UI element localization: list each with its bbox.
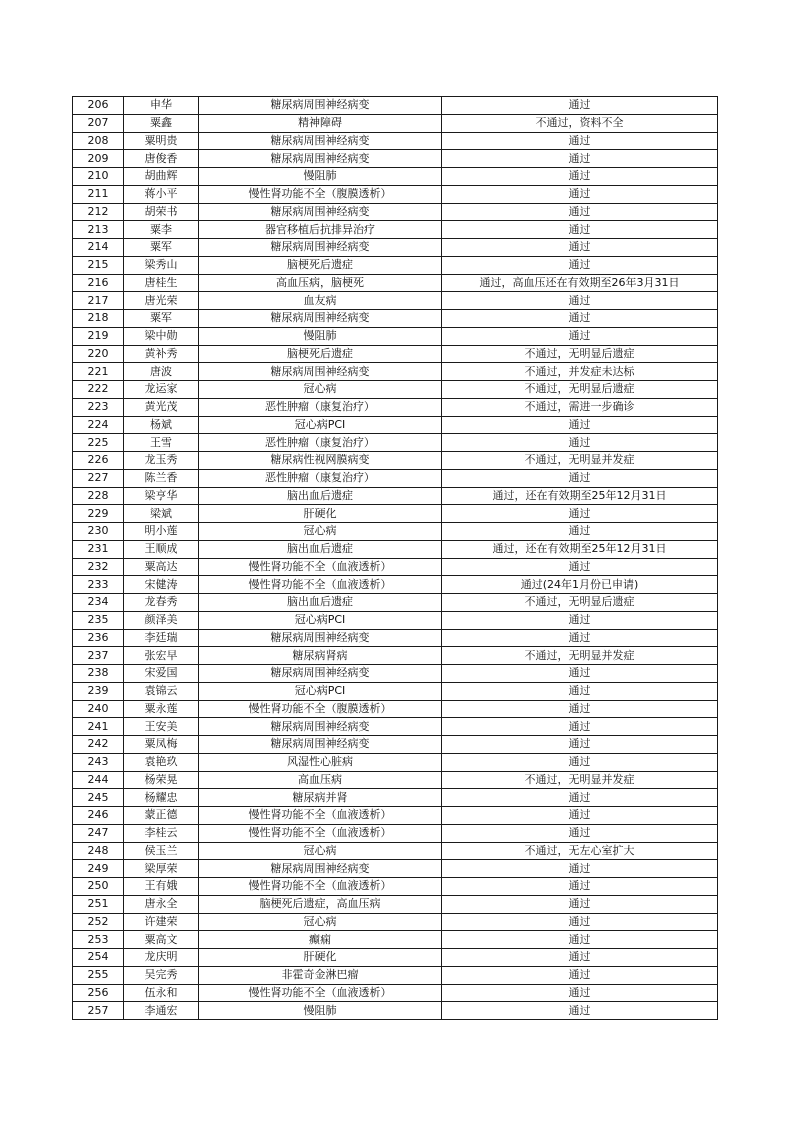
- row-number-cell: 214: [73, 239, 124, 257]
- table-row: [73, 132, 718, 150]
- disease-cell: 脑梗死后遗症，高血压病: [199, 895, 442, 913]
- table-row: [73, 860, 718, 878]
- table-row: [73, 594, 718, 612]
- disease-cell: 脑出血后遗症: [199, 487, 442, 505]
- disease-cell: 糖尿病性视网膜病变: [199, 452, 442, 470]
- table-row: [73, 363, 718, 381]
- patient-name-cell: 唐永全: [124, 895, 199, 913]
- review-result-cell: 不通过，无明显并发症: [442, 647, 718, 665]
- review-result-cell: 通过: [442, 203, 718, 221]
- disease-cell: 糖尿病肾病: [199, 647, 442, 665]
- disease-cell: 糖尿病周围神经病变: [199, 239, 442, 257]
- patient-name-cell: 梁斌: [124, 505, 199, 523]
- patient-name-cell: 唐光荣: [124, 292, 199, 310]
- table-row: [73, 434, 718, 452]
- row-number-cell: 248: [73, 842, 124, 860]
- review-result-cell: 通过: [442, 966, 718, 984]
- row-number-cell: 244: [73, 771, 124, 789]
- patient-name-cell: 王有娥: [124, 878, 199, 896]
- disease-cell: 慢性肾功能不全（血液透析）: [199, 824, 442, 842]
- review-result-cell: 不通过，无明显后遗症: [442, 345, 718, 363]
- row-number-cell: 241: [73, 718, 124, 736]
- patient-name-cell: 侯玉兰: [124, 842, 199, 860]
- table-row: [73, 789, 718, 807]
- row-number-cell: 216: [73, 274, 124, 292]
- disease-cell: 恶性肿瘤（康复治疗）: [199, 398, 442, 416]
- review-result-cell: 通过: [442, 665, 718, 683]
- disease-cell: 糖尿病周围神经病变: [199, 860, 442, 878]
- review-result-cell: 通过: [442, 434, 718, 452]
- table-row: [73, 398, 718, 416]
- review-result-cell: 通过: [442, 700, 718, 718]
- patient-name-cell: 杨斌: [124, 416, 199, 434]
- table-row: [73, 665, 718, 683]
- review-result-cell: 通过: [442, 984, 718, 1002]
- disease-cell: 冠心病: [199, 381, 442, 399]
- row-number-cell: 215: [73, 256, 124, 274]
- table-row: [73, 913, 718, 931]
- table-row: [73, 168, 718, 186]
- table-row: [73, 647, 718, 665]
- row-number-cell: 221: [73, 363, 124, 381]
- patient-name-cell: 粟李: [124, 221, 199, 239]
- patient-name-cell: 粟高文: [124, 931, 199, 949]
- row-number-cell: 249: [73, 860, 124, 878]
- row-number-cell: 226: [73, 452, 124, 470]
- disease-cell: 高血压病，脑梗死: [199, 274, 442, 292]
- disease-cell: 冠心病: [199, 523, 442, 541]
- patient-name-cell: 李通宏: [124, 1002, 199, 1020]
- disease-cell: 糖尿病周围神经病变: [199, 363, 442, 381]
- review-result-cell: 通过: [442, 753, 718, 771]
- patient-name-cell: 王安美: [124, 718, 199, 736]
- row-number-cell: 253: [73, 931, 124, 949]
- review-result-cell: 通过: [442, 931, 718, 949]
- disease-cell: 恶性肿瘤（康复治疗）: [199, 469, 442, 487]
- patient-name-cell: 袁艳玖: [124, 753, 199, 771]
- review-result-cell: 通过: [442, 736, 718, 754]
- disease-cell: 风湿性心脏病: [199, 753, 442, 771]
- row-number-cell: 250: [73, 878, 124, 896]
- table-row: [73, 203, 718, 221]
- review-result-cell: 通过: [442, 523, 718, 541]
- disease-cell: 慢阻肺: [199, 1002, 442, 1020]
- patient-name-cell: 龙玉秀: [124, 452, 199, 470]
- row-number-cell: 257: [73, 1002, 124, 1020]
- row-number-cell: 235: [73, 611, 124, 629]
- disease-cell: 糖尿病周围神经病变: [199, 665, 442, 683]
- patient-name-cell: 梁秀山: [124, 256, 199, 274]
- disease-cell: 冠心病: [199, 842, 442, 860]
- review-result-cell: 通过: [442, 221, 718, 239]
- review-result-cell: 通过: [442, 824, 718, 842]
- patient-name-cell: 粟鑫: [124, 114, 199, 132]
- row-number-cell: 208: [73, 132, 124, 150]
- disease-cell: 糖尿病周围神经病变: [199, 629, 442, 647]
- table-row: [73, 310, 718, 328]
- patient-name-cell: 梁亨华: [124, 487, 199, 505]
- table-row: [73, 221, 718, 239]
- patient-name-cell: 申华: [124, 97, 199, 115]
- row-number-cell: 234: [73, 594, 124, 612]
- disease-cell: 高血压病: [199, 771, 442, 789]
- table-row: [73, 771, 718, 789]
- patient-name-cell: 唐桂生: [124, 274, 199, 292]
- row-number-cell: 247: [73, 824, 124, 842]
- disease-cell: 慢阻肺: [199, 168, 442, 186]
- review-result-cell: 通过: [442, 629, 718, 647]
- table-row: [73, 540, 718, 558]
- review-result-cell: 通过: [442, 949, 718, 967]
- row-number-cell: 230: [73, 523, 124, 541]
- patient-name-cell: 王顺成: [124, 540, 199, 558]
- records-table: [72, 96, 718, 1020]
- review-result-cell: 通过: [442, 718, 718, 736]
- table-row: [73, 966, 718, 984]
- disease-cell: 血友病: [199, 292, 442, 310]
- review-result-cell: 通过: [442, 310, 718, 328]
- table-row: [73, 895, 718, 913]
- disease-cell: 冠心病: [199, 913, 442, 931]
- row-number-cell: 233: [73, 576, 124, 594]
- review-result-cell: 通过: [442, 860, 718, 878]
- disease-cell: 慢性肾功能不全（血液透析）: [199, 558, 442, 576]
- disease-cell: 肝硬化: [199, 949, 442, 967]
- row-number-cell: 256: [73, 984, 124, 1002]
- patient-name-cell: 陈兰香: [124, 469, 199, 487]
- row-number-cell: 227: [73, 469, 124, 487]
- patient-name-cell: 张宏早: [124, 647, 199, 665]
- row-number-cell: 255: [73, 966, 124, 984]
- patient-name-cell: 龙庆明: [124, 949, 199, 967]
- review-result-cell: 通过: [442, 913, 718, 931]
- patient-name-cell: 胡荣书: [124, 203, 199, 221]
- patient-name-cell: 黄补秀: [124, 345, 199, 363]
- disease-cell: 慢性肾功能不全（血液透析）: [199, 878, 442, 896]
- review-result-cell: 通过: [442, 132, 718, 150]
- row-number-cell: 217: [73, 292, 124, 310]
- disease-cell: 脑出血后遗症: [199, 540, 442, 558]
- patient-name-cell: 粟军: [124, 239, 199, 257]
- review-result-cell: 通过: [442, 558, 718, 576]
- table-row: [73, 842, 718, 860]
- row-number-cell: 231: [73, 540, 124, 558]
- disease-cell: 冠心病PCI: [199, 416, 442, 434]
- table-row: [73, 185, 718, 203]
- row-number-cell: 220: [73, 345, 124, 363]
- review-result-cell: 通过: [442, 469, 718, 487]
- row-number-cell: 224: [73, 416, 124, 434]
- patient-name-cell: 吴完秀: [124, 966, 199, 984]
- disease-cell: 肝硬化: [199, 505, 442, 523]
- table-row: [73, 114, 718, 132]
- row-number-cell: 237: [73, 647, 124, 665]
- table-row: [73, 824, 718, 842]
- patient-name-cell: 杨荣晃: [124, 771, 199, 789]
- table-row: [73, 700, 718, 718]
- table-row: [73, 682, 718, 700]
- disease-cell: 慢性肾功能不全（血液透析）: [199, 576, 442, 594]
- table-row: [73, 505, 718, 523]
- review-result-cell: 通过: [442, 1002, 718, 1020]
- row-number-cell: 239: [73, 682, 124, 700]
- review-result-cell: 通过: [442, 789, 718, 807]
- patient-name-cell: 王雪: [124, 434, 199, 452]
- disease-cell: 脑梗死后遗症: [199, 256, 442, 274]
- patient-name-cell: 袁锦云: [124, 682, 199, 700]
- patient-name-cell: 唐俊香: [124, 150, 199, 168]
- review-result-cell: 通过: [442, 168, 718, 186]
- review-result-cell: 通过: [442, 895, 718, 913]
- table-row: [73, 97, 718, 115]
- row-number-cell: 238: [73, 665, 124, 683]
- patient-name-cell: 黄光茂: [124, 398, 199, 416]
- table-row: [73, 469, 718, 487]
- disease-cell: 器官移植后抗排异治疗: [199, 221, 442, 239]
- row-number-cell: 245: [73, 789, 124, 807]
- table-row: [73, 381, 718, 399]
- review-result-cell: 通过: [442, 327, 718, 345]
- patient-name-cell: 李桂云: [124, 824, 199, 842]
- row-number-cell: 240: [73, 700, 124, 718]
- row-number-cell: 232: [73, 558, 124, 576]
- table-row: [73, 558, 718, 576]
- patient-name-cell: 杨耀忠: [124, 789, 199, 807]
- disease-cell: 慢性肾功能不全（血液透析）: [199, 807, 442, 825]
- row-number-cell: 206: [73, 97, 124, 115]
- disease-cell: 糖尿病周围神经病变: [199, 150, 442, 168]
- table-row: [73, 629, 718, 647]
- table-row: [73, 416, 718, 434]
- review-result-cell: 不通过，需进一步确诊: [442, 398, 718, 416]
- patient-name-cell: 宋爱国: [124, 665, 199, 683]
- table-row: [73, 345, 718, 363]
- patient-name-cell: 龙运家: [124, 381, 199, 399]
- disease-cell: 脑出血后遗症: [199, 594, 442, 612]
- table-row: [73, 523, 718, 541]
- table-row: [73, 239, 718, 257]
- row-number-cell: 252: [73, 913, 124, 931]
- review-result-cell: 通过(24年1月份已申请): [442, 576, 718, 594]
- disease-cell: 慢性肾功能不全（腹膜透析）: [199, 185, 442, 203]
- disease-cell: 慢阻肺: [199, 327, 442, 345]
- table-row: [73, 576, 718, 594]
- review-result-cell: 通过: [442, 505, 718, 523]
- patient-name-cell: 梁中勋: [124, 327, 199, 345]
- disease-cell: 恶性肿瘤（康复治疗）: [199, 434, 442, 452]
- review-result-cell: 不通过，无明显后遗症: [442, 594, 718, 612]
- patient-name-cell: 蒙正德: [124, 807, 199, 825]
- row-number-cell: 254: [73, 949, 124, 967]
- table-row: [73, 452, 718, 470]
- row-number-cell: 246: [73, 807, 124, 825]
- patient-name-cell: 粟凤梅: [124, 736, 199, 754]
- review-result-cell: 通过: [442, 185, 718, 203]
- patient-name-cell: 李廷瑞: [124, 629, 199, 647]
- patient-name-cell: 宋健涛: [124, 576, 199, 594]
- review-result-cell: 通过，还在有效期至25年12月31日: [442, 540, 718, 558]
- row-number-cell: 211: [73, 185, 124, 203]
- table-row: [73, 1002, 718, 1020]
- patient-name-cell: 蒋小平: [124, 185, 199, 203]
- row-number-cell: 207: [73, 114, 124, 132]
- table-row: [73, 292, 718, 310]
- disease-cell: 慢性肾功能不全（血液透析）: [199, 984, 442, 1002]
- row-number-cell: 251: [73, 895, 124, 913]
- review-result-cell: 通过: [442, 416, 718, 434]
- patient-name-cell: 唐波: [124, 363, 199, 381]
- row-number-cell: 219: [73, 327, 124, 345]
- review-result-cell: 不通过，无明显并发症: [442, 452, 718, 470]
- row-number-cell: 223: [73, 398, 124, 416]
- table-row: [73, 878, 718, 896]
- review-result-cell: 通过: [442, 239, 718, 257]
- table-row: [73, 736, 718, 754]
- table-row: [73, 256, 718, 274]
- patient-name-cell: 粟永莲: [124, 700, 199, 718]
- table-row: [73, 487, 718, 505]
- disease-cell: 冠心病PCI: [199, 611, 442, 629]
- row-number-cell: 218: [73, 310, 124, 328]
- table-row: [73, 150, 718, 168]
- review-result-cell: 不通过，并发症未达标: [442, 363, 718, 381]
- review-result-cell: 不通过，无左心室扩大: [442, 842, 718, 860]
- disease-cell: 癫痫: [199, 931, 442, 949]
- patient-name-cell: 胡曲辉: [124, 168, 199, 186]
- patient-name-cell: 明小莲: [124, 523, 199, 541]
- row-number-cell: 212: [73, 203, 124, 221]
- disease-cell: 糖尿病周围神经病变: [199, 203, 442, 221]
- table-row: [73, 718, 718, 736]
- disease-cell: 糖尿病周围神经病变: [199, 718, 442, 736]
- review-result-cell: 不通过，无明显并发症: [442, 771, 718, 789]
- disease-cell: 脑梗死后遗症: [199, 345, 442, 363]
- row-number-cell: 225: [73, 434, 124, 452]
- table-row: [73, 984, 718, 1002]
- row-number-cell: 243: [73, 753, 124, 771]
- review-result-cell: 通过: [442, 807, 718, 825]
- disease-cell: 精神障碍: [199, 114, 442, 132]
- table-row: [73, 949, 718, 967]
- review-result-cell: 通过: [442, 150, 718, 168]
- table-row: [73, 753, 718, 771]
- row-number-cell: 242: [73, 736, 124, 754]
- disease-cell: 冠心病PCI: [199, 682, 442, 700]
- row-number-cell: 213: [73, 221, 124, 239]
- disease-cell: 糖尿病周围神经病变: [199, 132, 442, 150]
- table-row: [73, 807, 718, 825]
- patient-name-cell: 梁厚荣: [124, 860, 199, 878]
- row-number-cell: 222: [73, 381, 124, 399]
- row-number-cell: 209: [73, 150, 124, 168]
- table-row: [73, 327, 718, 345]
- disease-cell: 慢性肾功能不全（腹膜透析）: [199, 700, 442, 718]
- row-number-cell: 210: [73, 168, 124, 186]
- disease-cell: 非霍奇金淋巴瘤: [199, 966, 442, 984]
- review-result-cell: 通过: [442, 682, 718, 700]
- review-result-cell: 通过: [442, 292, 718, 310]
- patient-name-cell: 粟明贵: [124, 132, 199, 150]
- disease-cell: 糖尿病并肾: [199, 789, 442, 807]
- review-result-cell: 通过: [442, 611, 718, 629]
- review-result-cell: 通过: [442, 878, 718, 896]
- table-row: [73, 611, 718, 629]
- row-number-cell: 236: [73, 629, 124, 647]
- patient-name-cell: 龙春秀: [124, 594, 199, 612]
- disease-cell: 糖尿病周围神经病变: [199, 736, 442, 754]
- patient-name-cell: 粟高达: [124, 558, 199, 576]
- patient-name-cell: 粟军: [124, 310, 199, 328]
- review-result-cell: 不通过，无明显后遗症: [442, 381, 718, 399]
- disease-cell: 糖尿病周围神经病变: [199, 310, 442, 328]
- review-result-cell: 通过，高血压还在有效期至26年3月31日: [442, 274, 718, 292]
- patient-name-cell: 伍永和: [124, 984, 199, 1002]
- review-result-cell: 通过，还在有效期至25年12月31日: [442, 487, 718, 505]
- table-row: [73, 931, 718, 949]
- patient-name-cell: 许建荣: [124, 913, 199, 931]
- records-table-body: [73, 97, 718, 1020]
- row-number-cell: 228: [73, 487, 124, 505]
- patient-name-cell: 颜泽美: [124, 611, 199, 629]
- review-result-cell: 通过: [442, 256, 718, 274]
- review-result-cell: 通过: [442, 97, 718, 115]
- table-row: [73, 274, 718, 292]
- row-number-cell: 229: [73, 505, 124, 523]
- review-result-cell: 不通过，资料不全: [442, 114, 718, 132]
- disease-cell: 糖尿病周围神经病变: [199, 97, 442, 115]
